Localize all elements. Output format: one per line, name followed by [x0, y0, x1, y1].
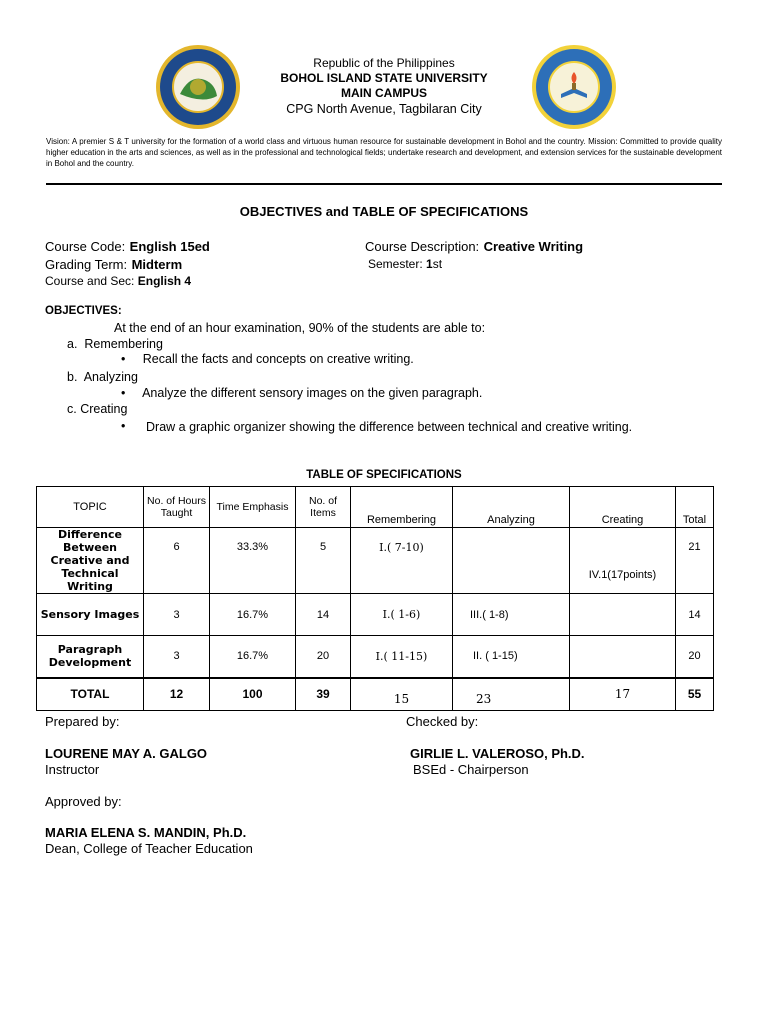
semester-line [368, 257, 442, 271]
row-items: 14 [296, 594, 351, 636]
objective-marker: a. [67, 337, 78, 351]
course-description-line [365, 238, 583, 256]
header-time-emphasis: Time Emphasis [210, 487, 296, 528]
course-section-label: Course and Sec: [45, 274, 135, 288]
objective-marker: c. [67, 402, 77, 416]
checked-by-name: GIRLIE L. VALEROSO, Ph.D. [410, 746, 585, 761]
header-remembering: Remembering [351, 487, 453, 528]
approved-by-label: Approved by: [45, 794, 122, 809]
checked-by-title: BSEd - Chairperson [413, 762, 529, 777]
row-hours: 3 [144, 636, 210, 678]
row-remembering: I.( 1-6) [351, 594, 453, 636]
objectives-intro: At the end of an hour examination, 90% of the students are able to: [114, 321, 486, 335]
bullet-icon: • [121, 386, 126, 400]
semester-suffix: st [432, 257, 443, 271]
row-creating: IV.1(17points) [570, 528, 676, 594]
header-divider [46, 183, 722, 185]
approved-by-title: Dean, College of Teacher Education [45, 841, 253, 856]
course-description-value: Creative Writing [483, 239, 584, 254]
objective-label: Remembering [84, 337, 163, 351]
row-remembering: I.( 11-15) [351, 636, 453, 678]
table-row [37, 636, 714, 678]
course-code-line [45, 238, 210, 256]
header-hours: No. of Hours Taught [144, 487, 210, 528]
header-campus: MAIN CAMPUS [341, 86, 427, 100]
row-topic: Difference Between Creative and Technical Writing [37, 528, 144, 594]
grading-term-value: Midterm [131, 257, 183, 272]
objective-label: Analyzing [83, 370, 138, 384]
header-items: No. of Items [296, 487, 351, 528]
semester-label: Semester: [368, 257, 423, 271]
objective-a-bullet [121, 352, 414, 366]
header-address: CPG North Avenue, Tagbilaran City [286, 102, 482, 116]
course-description-label: Course Description: [365, 239, 480, 254]
document-title: OBJECTIVES and TABLE OF SPECIFICATIONS [239, 204, 529, 219]
row-analyzing [453, 528, 570, 594]
objective-b-bullet [121, 386, 482, 400]
course-section-value: English 4 [137, 274, 192, 288]
header-analyzing: Analyzing [453, 487, 570, 528]
row-analyzing: III.( 1-8) [453, 594, 570, 636]
table-header-row [37, 487, 714, 528]
header-republic: Republic of the Philippines [313, 56, 455, 70]
total-label: TOTAL [37, 678, 144, 711]
table-row [37, 528, 714, 594]
row-creating [570, 636, 676, 678]
objectives-heading: OBJECTIVES: [45, 305, 122, 317]
vision-mission-text: Vision: A premier S & T university for the formation of a world class and virtuous human resource for sustainable development in Bohol and the country. Mission: Committed to provide quality higher education in the arts and sciences, as well as in the professional and technological fields; undertake research and development, and extension services for the sustainable development in Bohol and the country. [46, 137, 722, 168]
objective-bullet-text: Analyze the different sensory images on the given paragraph. [142, 386, 483, 400]
semester-value: 1 [426, 257, 433, 271]
total-total: 55 [676, 678, 714, 711]
row-emphasis: 16.7% [210, 636, 296, 678]
row-total: 20 [676, 636, 714, 678]
row-items: 5 [296, 528, 351, 594]
header-university: BOHOL ISLAND STATE UNIVERSITY [280, 71, 488, 85]
checked-by-label: Checked by: [406, 714, 479, 729]
row-creating [570, 594, 676, 636]
row-total: 14 [676, 594, 714, 636]
total-remembering: 15 [351, 678, 453, 711]
approved-by-name: MARIA ELENA S. MANDIN, Ph.D. [45, 825, 247, 840]
bullet-icon: • [121, 419, 126, 433]
bullet-icon: • [121, 352, 126, 366]
specifications-table [36, 486, 714, 711]
course-section-line [45, 274, 191, 288]
row-remembering: I.( 7-10) [351, 528, 453, 594]
total-emphasis: 100 [210, 678, 296, 711]
grading-term-label: Grading Term: [45, 257, 128, 272]
row-topic: Paragraph Development [37, 636, 144, 678]
row-hours: 6 [144, 528, 210, 594]
objective-marker: b. [67, 370, 78, 384]
total-items: 39 [296, 678, 351, 711]
objective-b [67, 370, 138, 384]
prepared-by-label: Prepared by: [45, 714, 120, 729]
objective-bullet-text: Recall the facts and concepts on creative writing. [142, 352, 414, 366]
table-total-row [37, 678, 714, 711]
prepared-by-name: LOURENE MAY A. GALGO [45, 746, 208, 761]
total-analyzing: 23 [453, 678, 570, 711]
course-code-label: Course Code: [45, 239, 126, 254]
row-emphasis: 33.3% [210, 528, 296, 594]
row-analyzing: II. ( 1-15) [453, 636, 570, 678]
row-emphasis: 16.7% [210, 594, 296, 636]
row-topic: Sensory Images [37, 594, 144, 636]
tos-title: TABLE OF SPECIFICATIONS [306, 469, 462, 481]
total-creating: 17 [570, 678, 676, 711]
course-code-value: English 15ed [129, 239, 210, 254]
row-total: 21 [676, 528, 714, 594]
total-hours: 12 [144, 678, 210, 711]
table-row [37, 594, 714, 636]
objective-label: Creating [80, 402, 128, 416]
prepared-by-title: Instructor [45, 762, 100, 777]
objective-a [67, 337, 163, 351]
header-topic: TOPIC [37, 487, 144, 528]
objective-bullet-text: Draw a graphic organizer showing the difference between technical and creative writing. [146, 420, 633, 434]
objective-c [67, 402, 127, 416]
row-hours: 3 [144, 594, 210, 636]
header-creating: Creating [570, 487, 676, 528]
row-items: 20 [296, 636, 351, 678]
grading-term-line [45, 256, 182, 274]
header-total: Total [676, 487, 714, 528]
